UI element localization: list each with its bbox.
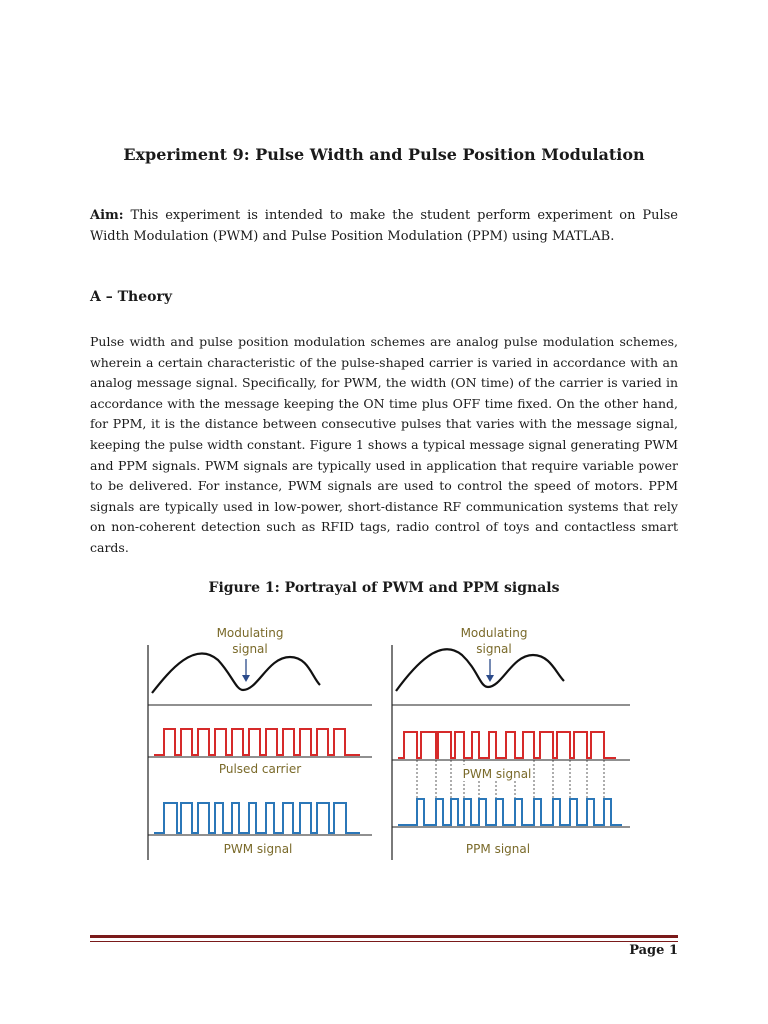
left-panel [148,626,372,860]
left-bottom-label: PWM signal [223,842,293,856]
figure-pwm-ppm [140,615,640,865]
right-bottom-label: PPM signal [465,842,531,856]
aim-paragraph [90,205,678,247]
section-heading: A – Theory [90,289,172,305]
right-ppm-signal [398,799,622,825]
aim-text: This experiment is intended to make the student perform experiment on Pulse Width Modulation (PWM) and Pulse Position Modulation (PPM) using MATLAB. [90,208,678,244]
right-middle-label: PWM signal [462,767,532,781]
left-arrow-head [242,675,250,682]
right-pwm-signal [398,732,616,758]
document-title: Experiment 9: Pulse Width and Pulse Position Modulation [123,145,645,164]
right-panel [392,626,630,860]
left-pulsed-carrier [154,729,360,755]
right-modulating-label-2: signal [476,642,512,656]
left-pwm-signal [154,803,360,833]
left-carrier-label: Pulsed carrier [218,762,302,776]
theory-paragraph: Pulse width and pulse position modulation schemes are analog pulse modulation schemes, wherein a certain characteristic of the pulse-shaped carrier is varied in accordance with an analog message signal. Specifically, for PWM, the width (ON time) of the carrier is varied in accordance with the message keeping the ON time plus OFF time fixed. On the other hand, for PPM, it is the distance between consecutive pulses that varies with the message signal, keeping the pulse width constant. Figure 1 shows a typical message signal generating PWM and PPM signals. PWM signals are typically used in application that require variable power to be delivered. For instance, PWM signals are used to control the speed of motors. PPM signals are typically used in low-power, short-distance RF communication systems that rely on non-coherent detection such as RFID tags, radio control of toys and contactless smart cards. [90,334,678,555]
footer-rule-thick [90,935,678,938]
left-modulating-label-1: Modulating [216,626,284,640]
footer-rule-thin [90,941,678,942]
left-modulating-label-2: signal [232,642,268,656]
figure-caption: Figure 1: Portrayal of PWM and PPM signals [208,580,560,596]
left-modulating-wave [152,653,320,693]
page-number: Page 1 [629,943,678,958]
aim-label: Aim: [90,208,124,223]
right-arrow-head [486,675,494,682]
right-modulating-label-1: Modulating [460,626,528,640]
